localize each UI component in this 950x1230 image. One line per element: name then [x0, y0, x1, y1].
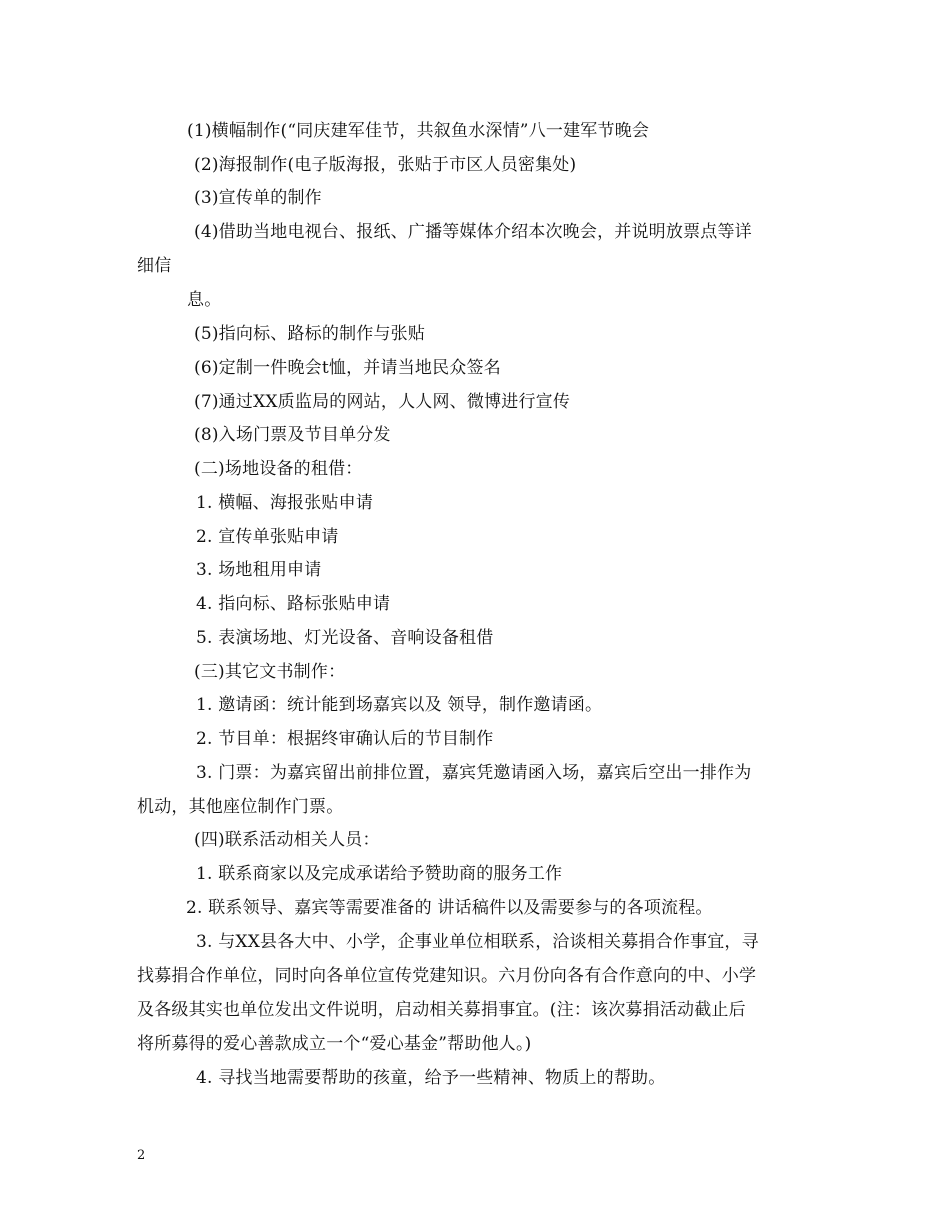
- text-line: 息。: [187, 290, 222, 310]
- list-item: 4. 寻找当地需要帮助的孩童，给予一些精神、物质上的帮助。: [196, 1068, 666, 1088]
- text-line: (2)海报制作(电子版海报，张贴于市区人员密集处): [194, 155, 577, 175]
- page-number: 2: [137, 1148, 146, 1163]
- text-line: 及各级其实也单位发出文件说明，启动相关募捐事宜。(注：该次募捐活动截止后: [137, 1000, 746, 1020]
- list-item: 3. 门票：为嘉宾留出前排位置，嘉宾凭邀请函入场，嘉宾后空出一排作为: [196, 763, 752, 783]
- text-line: 细信: [137, 256, 172, 276]
- text-line: 机动，其他座位制作门票。: [137, 797, 344, 817]
- list-item: 4. 指向标、路标张贴申请: [196, 594, 391, 614]
- list-item: 2. 宣传单张贴申请: [196, 527, 339, 547]
- list-item: 3. 与XX县各大中、小学，企事业单位相联系，洽谈相关募捐合作事宜，寻: [196, 932, 759, 952]
- text-line: 将所募得的爱心善款成立一个“爱心基金”帮助他人。): [137, 1034, 532, 1054]
- text-line: (3)宣传单的制作: [194, 188, 322, 208]
- text-line: (5)指向标、路标的制作与张贴: [194, 324, 426, 344]
- list-item: 1. 横幅、海报张贴申请: [196, 493, 374, 513]
- section-heading: (三)其它文书制作：: [194, 662, 346, 682]
- text-line: (7)通过XX质监局的网站，人人网、微博进行宣传: [194, 392, 571, 412]
- text-line: (4)借助当地电视台、报纸、广播等媒体介绍本次晚会，并说明放票点等详: [194, 222, 752, 242]
- list-item: 1. 邀请函：统计能到场嘉宾以及 领导，制作邀请函。: [196, 695, 603, 715]
- list-item: 2. 节目单：根据终审确认后的节目制作: [196, 729, 494, 749]
- list-item: 1. 联系商家以及完成承诺给予赞助商的服务工作: [196, 864, 563, 884]
- text-line: (8)入场门票及节目单分发: [194, 425, 391, 445]
- text-line: 找募捐合作单位，同时向各单位宣传党建知识。六月份向各有合作意向的中、小学: [137, 966, 757, 986]
- text-line: (1)横幅制作(“同庆建军佳节，共叙鱼水深情”八一建军节晚会: [187, 121, 650, 141]
- list-item: 2. 联系领导、嘉宾等需要准备的 讲话稿件以及需要参与的各项流程。: [186, 898, 713, 918]
- text-line: (6)定制一件晚会t恤，并请当地民众签名: [194, 358, 501, 378]
- section-heading: (二)场地设备的租借：: [194, 459, 363, 479]
- list-item: 5. 表演场地、灯光设备、音响设备租借: [196, 628, 494, 648]
- section-heading: (四)联系活动相关人员：: [194, 830, 380, 850]
- list-item: 3. 场地租用申请: [196, 560, 322, 580]
